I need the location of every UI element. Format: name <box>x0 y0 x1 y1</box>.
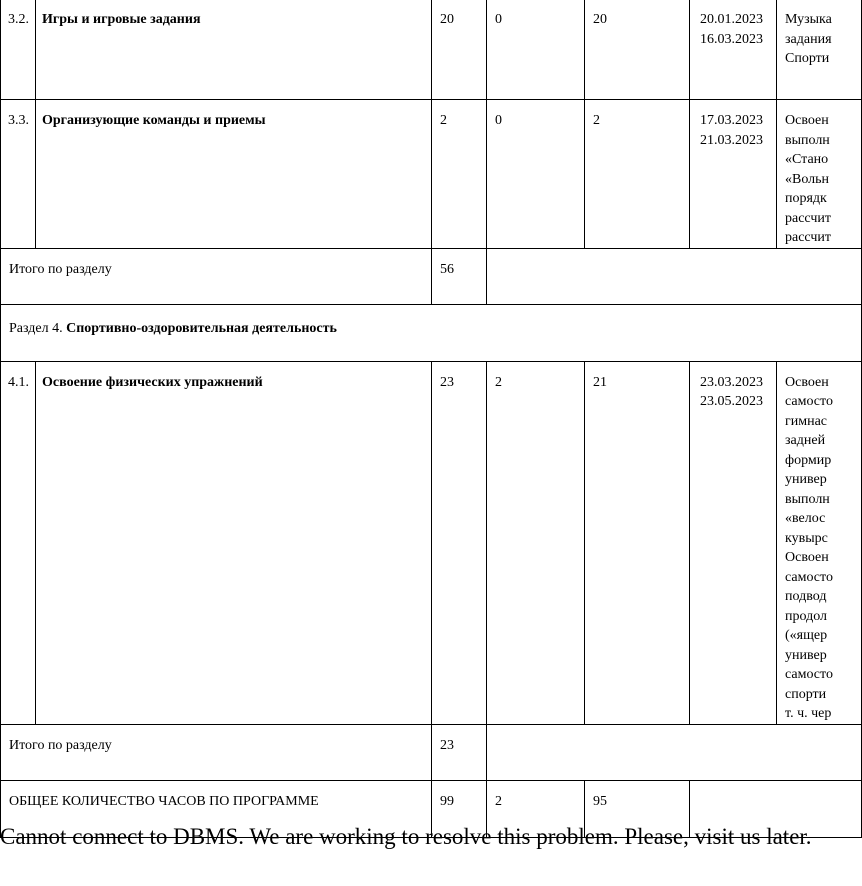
dates-cell: 23.03.2023 23.05.2023 <box>690 361 777 724</box>
row-number: 4.1. <box>1 361 36 724</box>
grand-total-label: ОБЩЕЕ КОЛИЧЕСТВО ЧАСОВ ПО ПРОГРАММЕ <box>1 780 432 837</box>
grand-total-hours: 99 <box>432 780 487 837</box>
table-row <box>1 0 862 100</box>
theory-hours: 0 <box>487 0 585 100</box>
table-row <box>1 248 862 304</box>
table-row <box>1 724 862 780</box>
dates-cell: 17.03.2023 21.03.2023 <box>690 100 777 249</box>
theory-hours: 2 <box>487 361 585 724</box>
section-total-hours: 56 <box>432 248 487 304</box>
dbms-error-message: Cannot connect to DBMS. We are working to resolve this problem. Please, visit us later. <box>0 824 812 849</box>
practice-hours: 2 <box>585 100 690 249</box>
section-total-label: Итого по разделу <box>1 248 432 304</box>
section-heading: Раздел 4. Спортивно-оздоровительная деятельность <box>1 304 862 361</box>
total-hours: 20 <box>432 0 487 100</box>
activity-description: Освоен выполн «Стано «Вольн порядк рассчит рассчит <box>777 100 862 249</box>
grand-theory-hours: 2 <box>487 780 585 837</box>
table-row <box>1 100 862 249</box>
grand-practice-hours: 95 <box>585 780 690 837</box>
section-total-hours: 23 <box>432 724 487 780</box>
practice-hours: 20 <box>585 0 690 100</box>
activity-description: Музыка задания Спорти <box>777 0 862 100</box>
row-number: 3.2. <box>1 0 36 100</box>
section-total-label: Итого по разделу <box>1 724 432 780</box>
total-hours: 23 <box>432 361 487 724</box>
topic-title: Организующие команды и приемы <box>36 100 432 249</box>
total-hours: 2 <box>432 100 487 249</box>
topic-title: Освоение физических упражнений <box>36 361 432 724</box>
dates-cell: 20.01.2023 16.03.2023 <box>690 0 777 100</box>
row-number: 3.3. <box>1 100 36 249</box>
theory-hours: 0 <box>487 100 585 249</box>
practice-hours: 21 <box>585 361 690 724</box>
table-row <box>1 361 862 724</box>
topic-title: Игры и игровые задания <box>36 0 432 100</box>
table-row <box>1 304 862 361</box>
activity-description: Освоен самосто гимнас задней формир универ выполн «велос кувырс Освоен самосто подвод продол («ящер универ самосто спорти т. ч. чер <box>777 361 862 724</box>
